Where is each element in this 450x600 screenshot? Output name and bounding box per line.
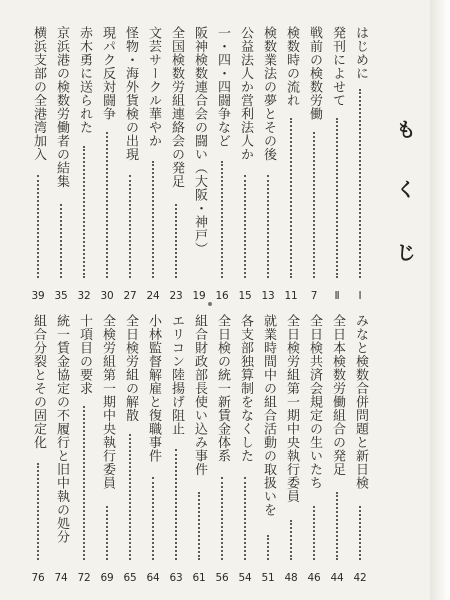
toc-page-number: 11 xyxy=(284,290,298,302)
toc-entry-title: 現パク反対闘争 xyxy=(100,26,115,121)
toc-leader-dots xyxy=(359,506,363,560)
toc-entry-title: 公益法人か営利法人か xyxy=(238,26,253,161)
toc-leader-dots xyxy=(106,506,110,560)
toc-page-number: 61 xyxy=(192,572,206,584)
toc-entry-title: 各支部独算制をなくした xyxy=(238,314,253,463)
toc-page-number: 63 xyxy=(169,572,183,584)
toc-page-number: 46 xyxy=(307,572,321,584)
toc-entry-title: 文芸サークル華やか xyxy=(146,26,161,148)
toc-page-number: Ⅱ xyxy=(334,290,340,302)
toc-entry-title: 全検労組第一期中央執行委員 xyxy=(100,314,115,490)
toc-page-number: 69 xyxy=(100,572,114,584)
toc-page-number: 24 xyxy=(146,290,160,302)
toc-page-number: 56 xyxy=(215,572,229,584)
stray-mark xyxy=(208,302,212,306)
toc-page-number: 54 xyxy=(238,572,252,584)
toc-entry-title: 検数業法の夢とその後 xyxy=(261,26,276,161)
toc-leader-dots xyxy=(129,434,133,560)
toc-entry-title: 赤木勇に送られた xyxy=(77,26,92,134)
toc-page-number: 72 xyxy=(77,572,91,584)
toc-page-number: 13 xyxy=(261,290,275,302)
toc-entry-title: 戦前の検数労働 xyxy=(307,26,322,121)
toc-entry-title: 京浜港の検数労働者の結集 xyxy=(54,26,69,188)
toc-page-number: 7 xyxy=(310,290,318,302)
toc-leader-dots xyxy=(244,477,248,560)
toc-page-number: 39 xyxy=(31,290,45,302)
toc-entry-title: 怪物・海外貨検の出現 xyxy=(123,26,138,161)
heading-char: も xyxy=(396,119,416,141)
toc-leader-dots xyxy=(175,449,179,560)
toc-page-number: 27 xyxy=(123,290,137,302)
toc-page-number: 65 xyxy=(123,572,137,584)
toc-entry-title: 検数時の流れ xyxy=(284,26,299,107)
toc-page-number: 76 xyxy=(31,572,45,584)
toc-entry-title: 統一賃金協定の不履行と旧中執の処分 xyxy=(54,314,69,544)
toc-entry-title: みなと検数合併問題と新日検 xyxy=(353,314,368,490)
toc-page-number: Ⅰ xyxy=(358,290,362,302)
toc-entry-title: 全日検労組第一期中央執行委員 xyxy=(284,314,299,503)
toc-entry-title: 組合分裂とその固定化 xyxy=(31,314,46,449)
toc-leader-dots xyxy=(198,492,202,560)
toc-leader-dots xyxy=(221,477,225,560)
toc-page-number: 16 xyxy=(215,290,229,302)
toc-leader-dots xyxy=(37,463,41,560)
toc-leader-dots xyxy=(336,492,340,560)
toc-entry-title: エリコン陸揚げ阻止 xyxy=(169,314,184,436)
toc-entry-title: 全日検労組の解散 xyxy=(123,314,138,422)
toc-entry-title: 全日本検数労働組合の発足 xyxy=(330,314,345,476)
toc-entry-title: 小林監督解雇と復職事件 xyxy=(146,314,161,463)
toc-page-number: 44 xyxy=(330,572,344,584)
toc-leader-dots xyxy=(267,535,271,561)
toc-page-number: 32 xyxy=(77,290,91,302)
toc-page-number: 30 xyxy=(100,290,114,302)
toc-entry-title: 発刊によせて xyxy=(330,26,345,107)
toc-entry-title: 組合財政部長使い込み事件 xyxy=(192,314,207,476)
heading-char: じ xyxy=(396,242,416,264)
toc-page-number: 19 xyxy=(192,290,206,302)
toc-leader-dots xyxy=(290,520,294,560)
toc-entry-title: 就業時間中の組合活動の取扱いを xyxy=(261,314,276,517)
toc-entry-title: 全国検数労組連絡会の発足 xyxy=(169,26,184,188)
toc-leader-dots xyxy=(313,506,317,560)
toc-entry-title: 一・四・四闘争など xyxy=(215,26,230,148)
toc-page-number: 51 xyxy=(261,572,275,584)
toc-page-number: 64 xyxy=(146,572,160,584)
heading-char: く xyxy=(396,179,416,201)
toc-page-number: 74 xyxy=(54,572,68,584)
toc-entry-title: 全日検の統一新賃金体系 xyxy=(215,314,230,463)
toc-page-number: 35 xyxy=(54,290,68,302)
toc-entry-title: はじめに xyxy=(353,26,368,80)
toc-page-number: 15 xyxy=(238,290,252,302)
toc-entry-title: 十項目の要求 xyxy=(77,314,92,395)
toc-page-number: 48 xyxy=(284,572,298,584)
toc-entry-title: 阪神検数連合会の闘い（大阪・神戸） xyxy=(192,26,207,256)
toc-entry-title: 横浜支部の全港湾加入 xyxy=(31,26,46,161)
toc-leader-dots xyxy=(152,477,156,560)
toc-leader-dots xyxy=(83,406,87,560)
toc-page-number: 42 xyxy=(353,572,367,584)
toc-page-number: 23 xyxy=(169,290,183,302)
toc-entry-title: 全日検共済会規定の生いたち xyxy=(307,314,322,490)
